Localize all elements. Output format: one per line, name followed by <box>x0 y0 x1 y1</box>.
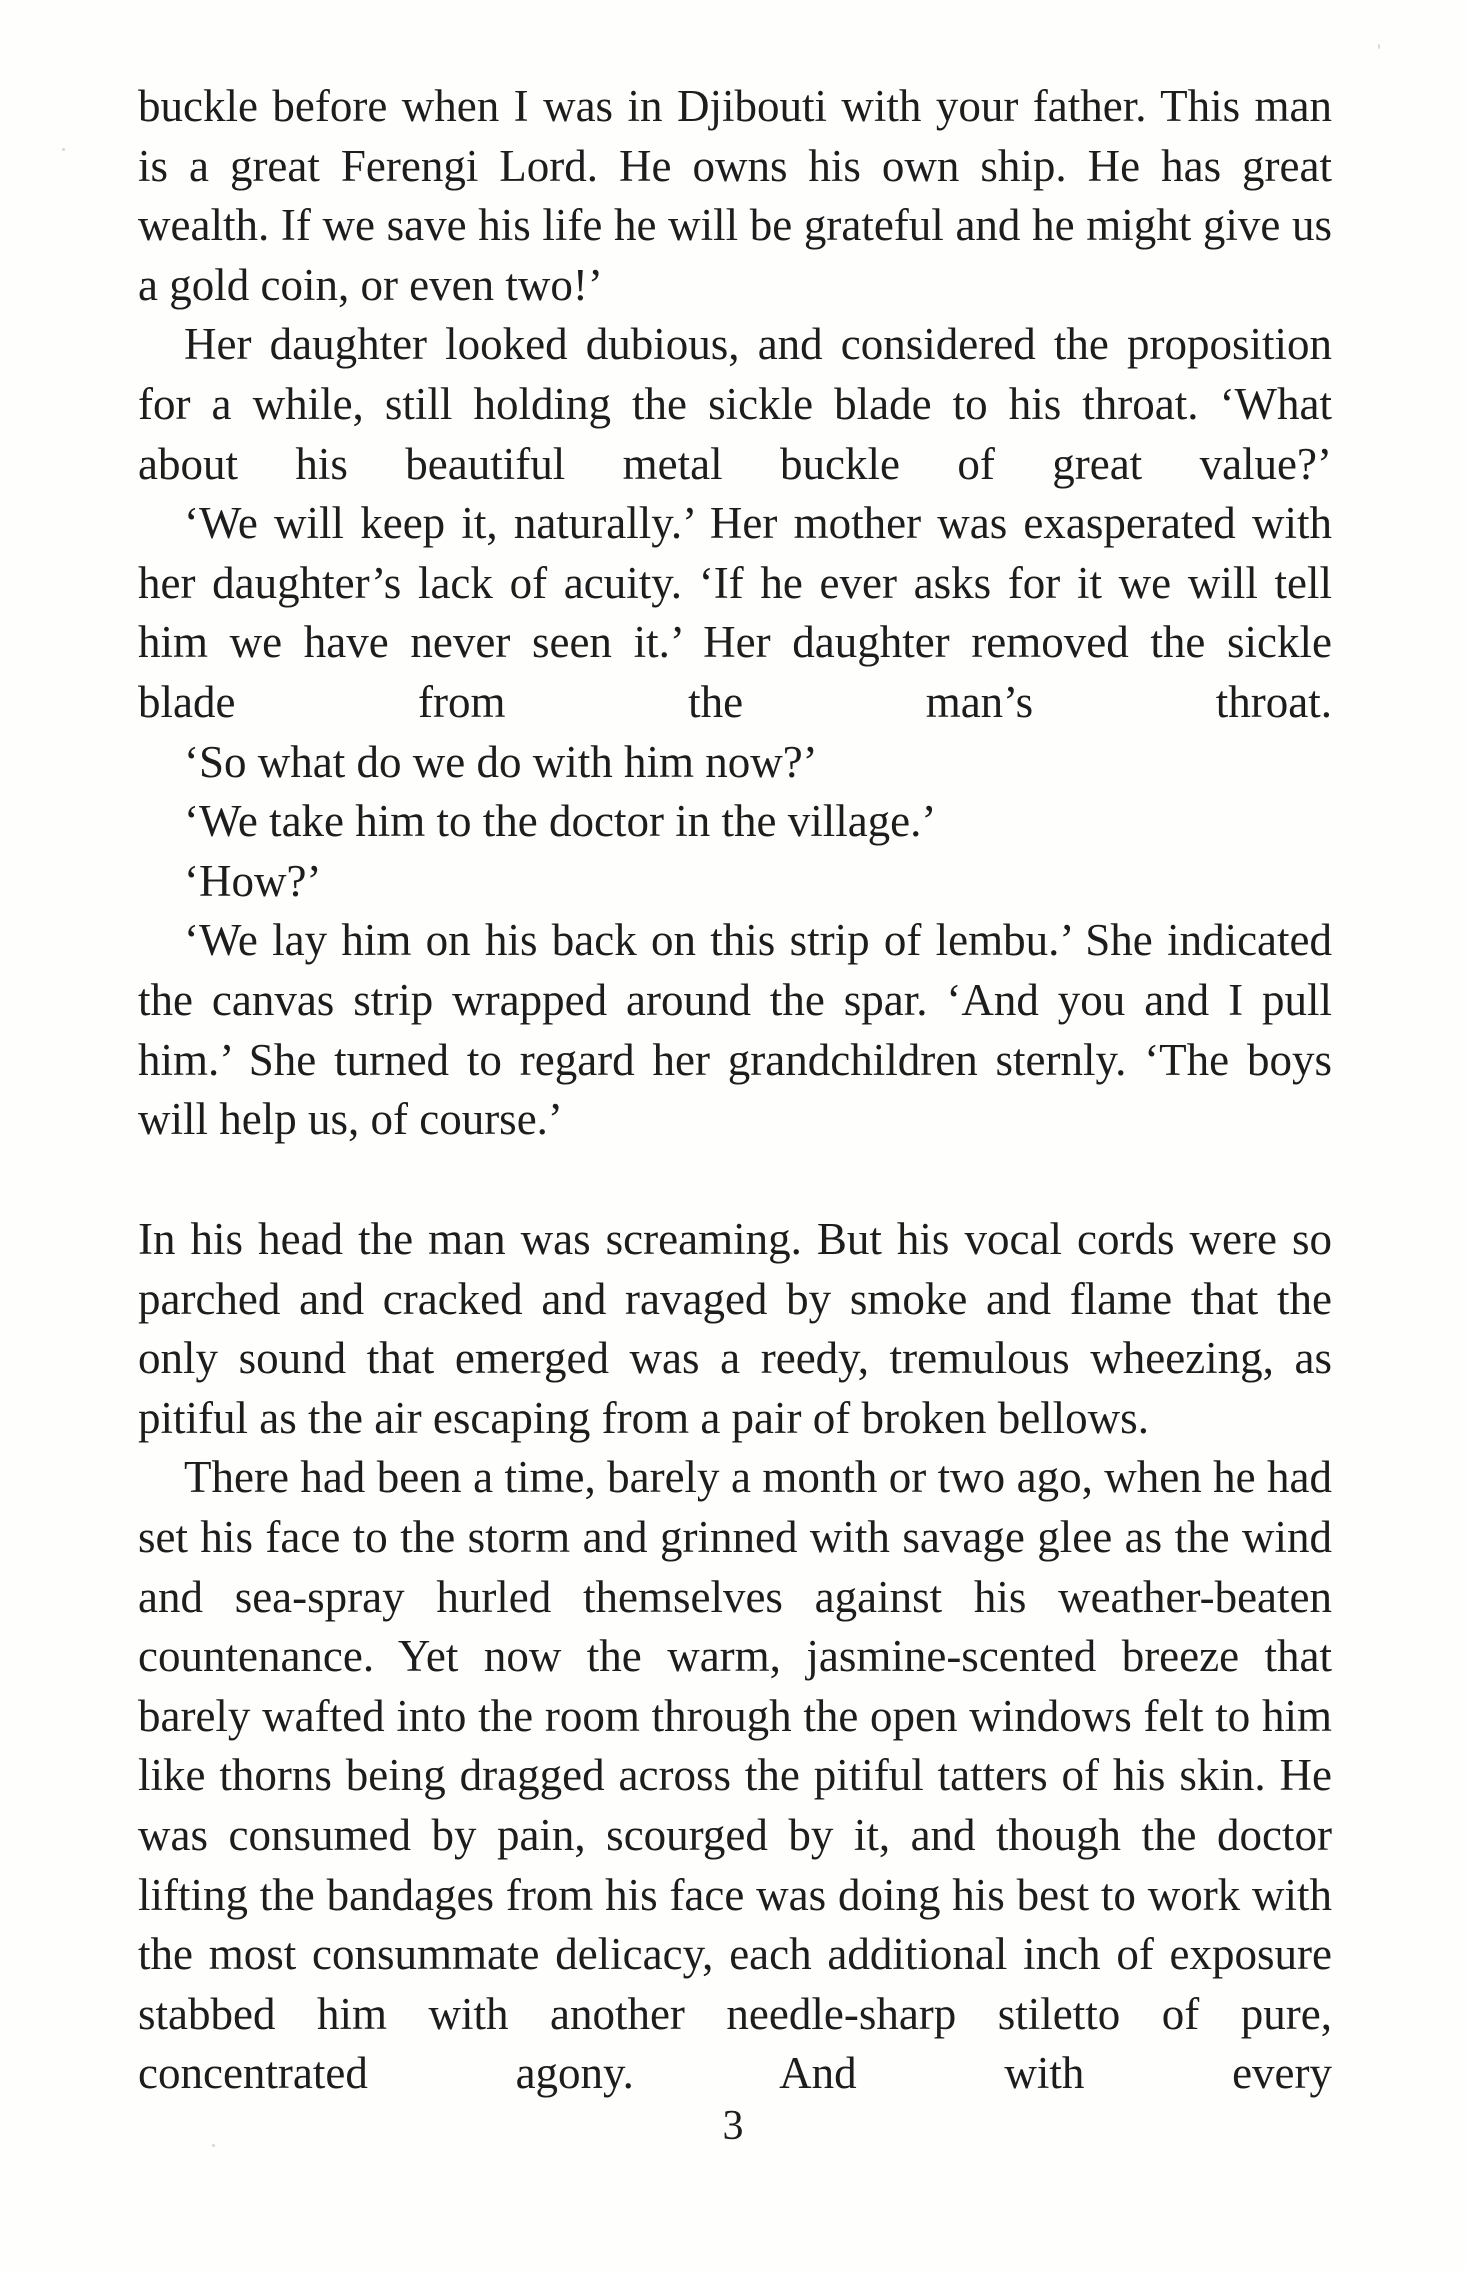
paragraph: In his head the man was screaming. But his vocal cords were so parched and cracked and ravaged by smoke and flame that the only sound that emerged was a reedy, tremulous wheezing, as pitiful as the air escaping from a pair of broken bellows. <box>138 1214 1332 1443</box>
paragraph: ‘We will keep it, naturally.’ Her mother was exasperated with her daughter’s lack of acuity. ‘If he ever asks for it we will tell him we have never seen it.’ Her daughter removed the sickle blade from the man’s throat. <box>138 498 1332 727</box>
paper-speck <box>1378 44 1380 49</box>
paragraph: ‘We lay him on his back on this strip of lembu.’ She indicated the canvas strip wrapped around the spar. ‘And you and I pull him.’ She turned to regard her grandchildren sternly. ‘The boys will help us, of course.’ <box>138 915 1332 1145</box>
paper-speck <box>62 148 65 151</box>
paragraph: There had been a time, barely a month or two ago, when he had set his face to the storm and grinned with savage glee as the wind and sea-spray hurled themselves against his weather-beaten countenance. Yet now the warm, jasmine-scented breeze that barely wafted into the room through the open windows felt to him like thorns being dragged across the pitiful tatters of his skin. He was consumed by pain, scourged by it, and though the doctor lifting the bandages from his face was doing his best to work with the most consummate delicacy, each additional inch of exposure stabbed him with another needle-sharp stiletto of pure, concentrated agony. And with every <box>138 1452 1332 2099</box>
paragraph: Her daughter looked dubious, and considered the proposition for a while, still holding the sickle blade to his throat. ‘What about his beautiful metal buckle of great value?’ <box>138 319 1332 489</box>
paragraph: ‘We take him to the doctor in the village.’ <box>184 796 937 847</box>
text-section-2 <box>138 1210 1332 2104</box>
paragraph: buckle before when I was in Djibouti with your father. This man is a great Ferengi Lord. He owns his own ship. He has great wealth. If we save his life he will be grateful and he might give us a gold coin, or even two!’ <box>138 81 1332 310</box>
text-section-1 <box>138 77 1332 1150</box>
paragraph: ‘So what do we do with him now?’ <box>184 736 818 787</box>
page-number: 3 <box>722 2103 744 2149</box>
paragraph: ‘How?’ <box>184 855 322 906</box>
